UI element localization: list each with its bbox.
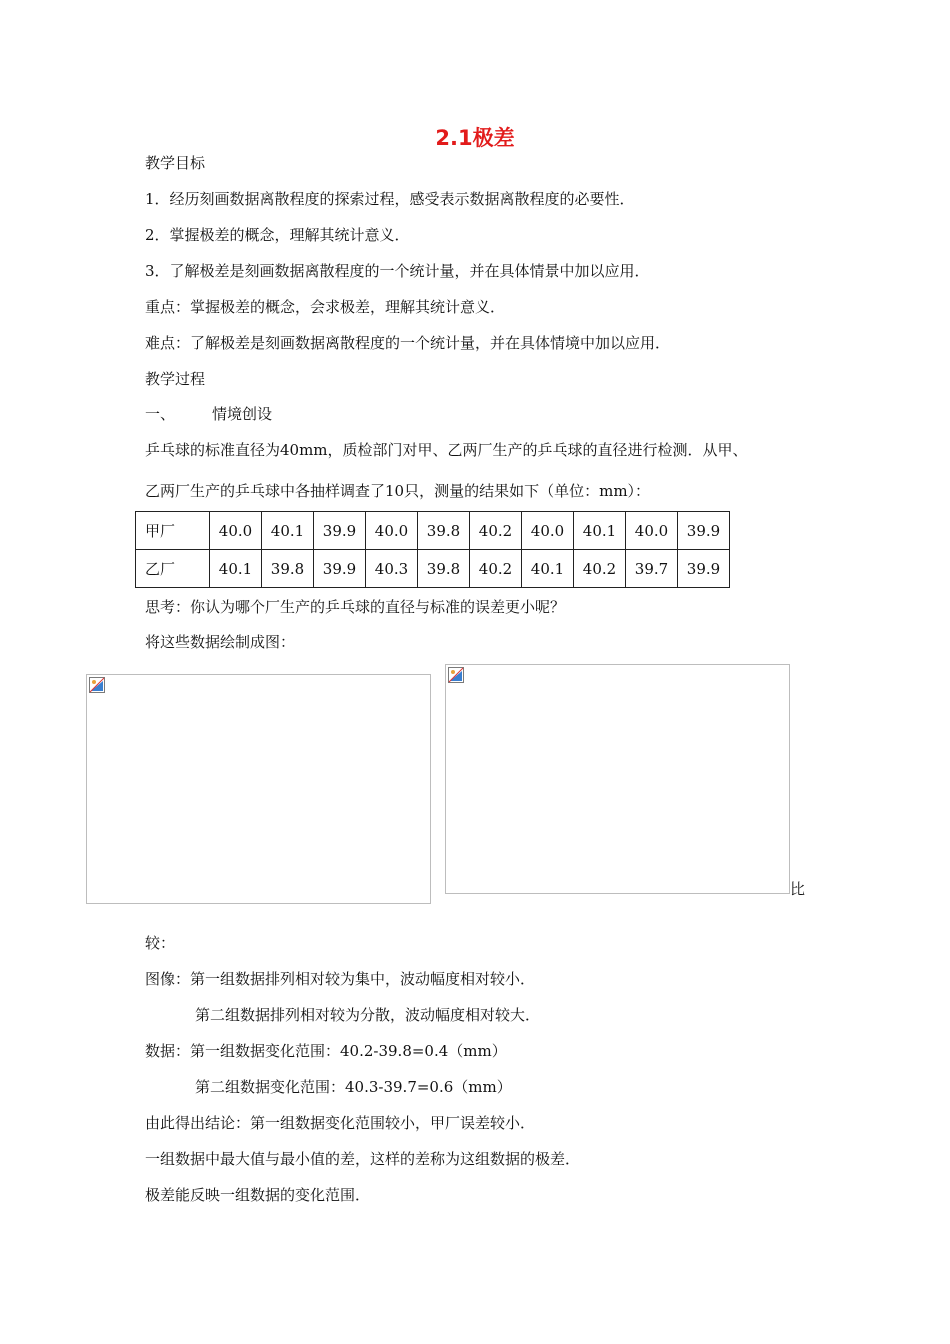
draw-intro: 将这些数据绘制成图：	[145, 633, 296, 651]
table-cell: 39.9	[314, 512, 366, 550]
goal-2: 2．掌握极差的概念，理解其统计意义．	[145, 226, 410, 244]
data-observation-1: 数据：第一组数据变化范围：40.2-39.8=0.4（mm）	[145, 1042, 507, 1060]
table-cell: 40.1	[210, 550, 262, 588]
broken-image-icon	[448, 667, 464, 683]
section-number: 一、	[145, 405, 176, 423]
table-cell: 39.9	[678, 512, 730, 550]
measurement-table	[135, 511, 730, 588]
intro-paragraph-line-2: 乙两厂生产的乒乓球中各抽样调查了10只，测量的结果如下（单位：mm）：	[145, 482, 651, 500]
goals-heading: 教学目标	[145, 154, 206, 172]
table-cell: 39.7	[626, 550, 678, 588]
document-title: 2.1极差	[435, 126, 515, 150]
process-heading: 教学过程	[145, 370, 206, 388]
think-question: 思考：你认为哪个厂生产的乒乓球的直径与标准的误差更小呢？	[145, 598, 566, 616]
data-observation-2: 第二组数据变化范围：40.3-39.7=0.6（mm）	[195, 1078, 512, 1096]
table-cell: 39.8	[262, 550, 314, 588]
conclusion: 由此得出结论：第一组数据变化范围较小，甲厂误差较小．	[145, 1114, 536, 1132]
table-cell: 39.9	[314, 550, 366, 588]
broken-image-icon	[89, 677, 105, 693]
range-meaning: 极差能反映一组数据的变化范围．	[145, 1186, 371, 1204]
chart-image-right	[445, 664, 790, 894]
compare-text-part-2: 较：	[145, 934, 176, 952]
table-cell: 40.1	[262, 512, 314, 550]
goal-3: 3．了解极差是刻画数据离散程度的一个统计量，并在具体情景中加以应用．	[145, 262, 650, 280]
row-label: 甲厂	[136, 512, 210, 550]
table-cell: 40.0	[522, 512, 574, 550]
table-cell: 39.8	[418, 550, 470, 588]
range-definition: 一组数据中最大值与最小值的差，这样的差称为这组数据的极差．	[145, 1150, 581, 1168]
goal-1: 1．经历刻画数据离散程度的探索过程，感受表示数据离散程度的必要性．	[145, 190, 635, 208]
table-cell: 40.2	[574, 550, 626, 588]
intro-paragraph-line-1: 乒乓球的标准直径为40mm，质检部门对甲、乙两厂生产的乒乓球的直径进行检测．从甲、	[145, 441, 748, 459]
table-cell: 40.0	[210, 512, 262, 550]
table-cell: 40.0	[626, 512, 678, 550]
compare-text-part-1: 比	[790, 880, 806, 898]
section-title: 情境创设	[212, 405, 273, 423]
table-cell: 40.2	[470, 550, 522, 588]
table-cell: 40.1	[522, 550, 574, 588]
image-observation-2: 第二组数据排列相对较为分散，波动幅度相对较大．	[195, 1006, 541, 1024]
table-row	[136, 550, 730, 588]
difficulty: 难点：了解极差是刻画数据离散程度的一个统计量，并在具体情境中加以应用．	[145, 334, 671, 352]
table-cell: 40.3	[366, 550, 418, 588]
image-observation-1: 图像：第一组数据排列相对较为集中，波动幅度相对较小．	[145, 970, 536, 988]
table-row	[136, 512, 730, 550]
table-cell: 40.0	[366, 512, 418, 550]
chart-image-left	[86, 674, 431, 904]
table-cell: 40.2	[470, 512, 522, 550]
row-label: 乙厂	[136, 550, 210, 588]
key-point: 重点：掌握极差的概念，会求极差，理解其统计意义．	[145, 298, 506, 316]
table-cell: 40.1	[574, 512, 626, 550]
table-cell: 39.9	[678, 550, 730, 588]
table-cell: 39.8	[418, 512, 470, 550]
